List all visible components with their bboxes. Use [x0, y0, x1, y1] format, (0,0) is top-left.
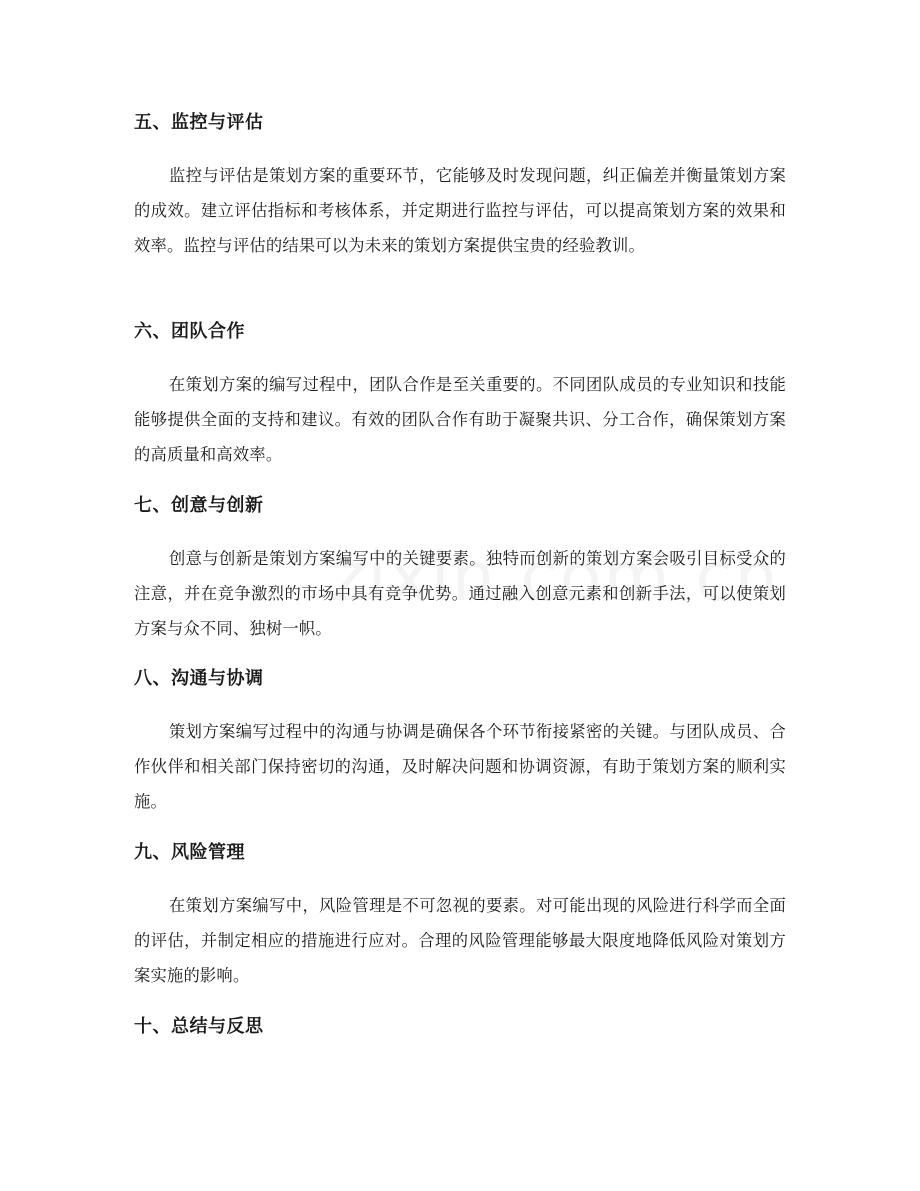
- section-paragraph: 监控与评估是策划方案的重要环节，它能够及时发现问题，纠正偏差并衡量策划方案的成效。建立评估指标和考核体系，并定期进行监控与评估，可以提高策划方案的效果和效率。监控与评估的结果可以为未来的策划方案提供宝贵的经验教训。: [134, 166, 786, 255]
- section-paragraph: 在策划方案编写中，风险管理是不可忽视的要素。对可能出现的风险进行科学而全面的评估，并制定相应的措施进行应对。合理的风险管理能够最大限度地降低风险对策划方案实施的影响。: [134, 896, 786, 985]
- section-paragraph: 在策划方案的编写过程中，团队合作是至关重要的。不同团队成员的专业知识和技能能够提供全面的支持和建议。有效的团队合作有助于凝聚共识、分工合作，确保策划方案的高质量和高效率。: [134, 375, 786, 464]
- section-heading: 八、沟通与协调: [134, 668, 264, 689]
- section-heading: 十、总结与反思: [134, 1016, 264, 1037]
- section-communication: [134, 667, 786, 819]
- section-heading: 六、团队合作: [134, 321, 245, 342]
- section-creativity: [134, 494, 786, 646]
- section-paragraph: 策划方案编写过程中的沟通与协调是确保各个环节衔接紧密的关键。与团队成员、合作伙伴和相关部门保持密切的沟通，及时解决问题和协调资源，有助于策划方案的顺利实施。: [134, 722, 786, 811]
- section-paragraph: 创意与创新是策划方案编写中的关键要素。独特而创新的策划方案会吸引目标受众的注意，并在竞争激烈的市场中具有竞争优势。通过融入创意元素和创新手法，可以使策划方案与众不同、独树一帜。: [134, 549, 786, 638]
- section-risk-management: [134, 841, 786, 993]
- section-heading: 九、风险管理: [134, 842, 245, 863]
- section-heading: 七、创意与创新: [134, 495, 264, 516]
- section-heading: 五、监控与评估: [134, 112, 264, 133]
- section-summary: [134, 1015, 786, 1039]
- section-monitoring: [134, 111, 786, 263]
- section-teamwork: [134, 320, 786, 472]
